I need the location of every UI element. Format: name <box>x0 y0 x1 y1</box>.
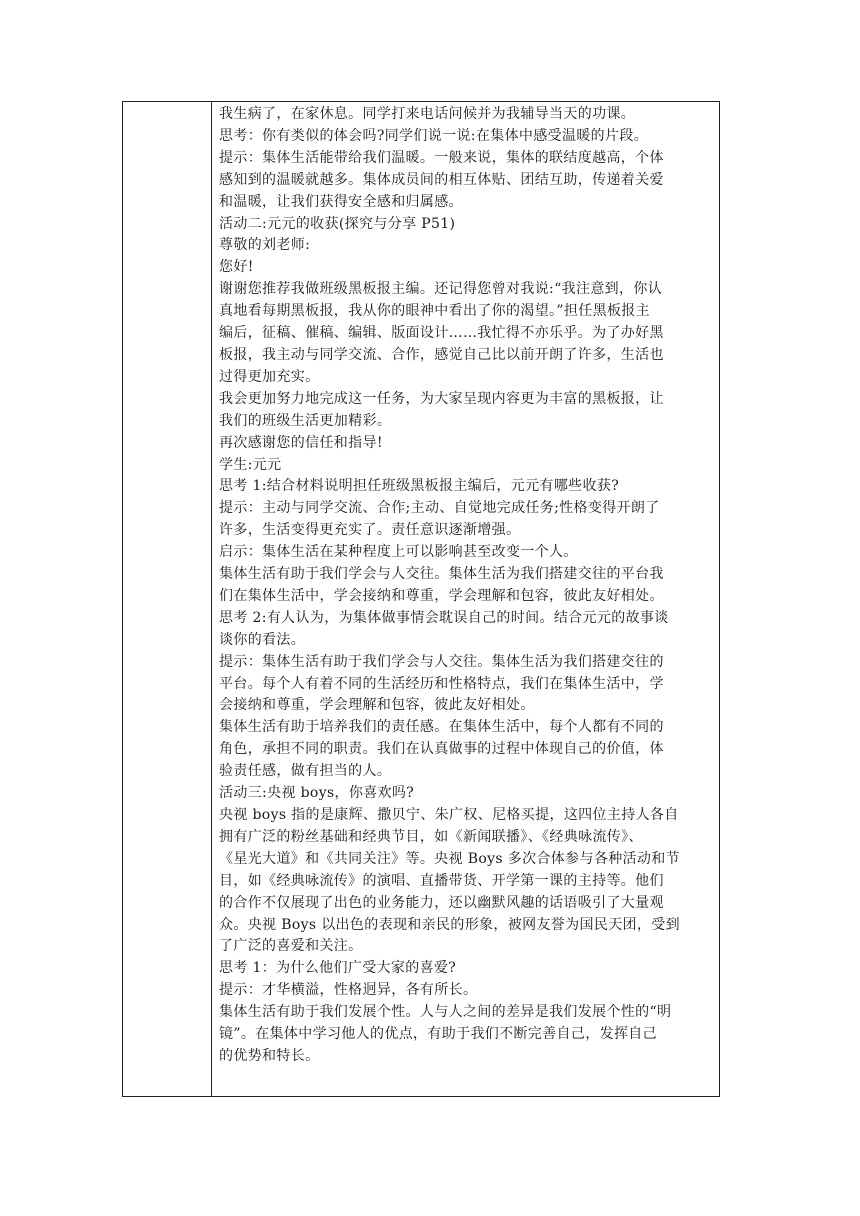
text-line: 我生病了，在家休息。同学打来电话问候并为我辅导当天的功课。 <box>219 106 636 122</box>
text-line: 众。央视 Boys 以出色的表现和亲民的形象，被网友誉为国民天团，受到 <box>219 916 680 933</box>
text-line: 思考 2:有人认为，为集体做事情会耽误自己的时间。结合元元的故事谈 <box>219 609 669 626</box>
text-line: 集体生活有助于我们发展个性。人与人之间的差异是我们发展个性的“明 <box>219 1004 672 1021</box>
text-line: 镜”。在集体中学习他人的优点，有助于我们不断完善自己，发挥自己 <box>219 1026 658 1043</box>
section-heading: 活动二:元元的收获(探究与分享 P51) <box>219 215 456 232</box>
text-line: 尊敬的刘老师: <box>219 237 311 254</box>
content-table <box>122 101 720 1097</box>
table-left-column <box>123 102 212 1096</box>
text-line: 启示：集体生活在某种程度上可以影响甚至改变一个人。 <box>219 544 578 561</box>
text-line: 验责任感，做有担当的人。 <box>219 763 392 780</box>
text-line: 集体生活有助于培养我们的责任感。在集体生活中，每个人都有不同的 <box>219 719 664 736</box>
text-line: 会接纳和尊重，学会理解和包容，彼此友好相处。 <box>219 697 535 714</box>
text-line: 角色，承担不同的职责。我们在认真做事的过程中体现自己的价值，体 <box>219 741 664 758</box>
text-line: 的合作不仅展现了出色的业务能力，还以幽默风趣的话语吸引了大量观 <box>219 894 664 911</box>
text-line: 提示：主动与同学交流、合作;主动、自觉地完成任务;性格变得开朗了 <box>219 500 660 517</box>
text-line: 们在集体生活中，学会接纳和尊重，学会理解和包容，彼此友好相处。 <box>219 587 664 604</box>
text-line: 思考：你有类似的体会吗?同学们说一说:在集体中感受温暖的片段。 <box>219 127 649 144</box>
text-line: 的优势和特长。 <box>219 1047 320 1064</box>
text-line: 和温暖，让我们获得安全感和归属感。 <box>219 193 463 210</box>
text-line: 真地看每期黑板报，我从你的眼神中看出了你的渴望。”担任黑板报主 <box>219 303 651 320</box>
text-line: 再次感谢您的信任和指导! <box>219 434 383 451</box>
text-line: 思考 1：为什么他们广受大家的喜爱? <box>219 960 457 977</box>
text-line: 《星光大道》和《共同关注》等。央视 Boys 多次合体参与各种活动和节 <box>219 850 680 867</box>
text-line: 我会更加努力地完成这一任务，为大家呈现内容更为丰富的黑板报，让 <box>219 390 664 407</box>
text-line: 思考 1:结合材料说明担任班级黑板报主编后，元元有哪些收获? <box>219 478 620 495</box>
text-line: 谢谢您推荐我做班级黑板报主编。还记得您曾对我说:“我注意到，你认 <box>219 281 663 298</box>
text-line: 拥有广泛的粉丝基础和经典节目，如《新闻联播》、《经典咏流传》、 <box>219 828 643 845</box>
text-line: 感知到的温暖就越多。集体成员间的相互体贴、团结互助，传递着关爱 <box>219 171 664 188</box>
text-line: 我们的班级生活更加精彩。 <box>219 412 392 429</box>
text-line: 提示：集体生活能带给我们温暖。一般来说，集体的联结度越高，个体 <box>219 149 664 166</box>
table-text-column <box>212 102 719 1096</box>
text-line: 央视 boys 指的是康辉、撒贝宁、朱广权、尼格买提，这四位主持人各自 <box>219 807 679 823</box>
text-line: 学生:元元 <box>219 456 282 473</box>
text-line: 许多，生活变得更充实了。责任意识逐渐增强。 <box>219 522 521 539</box>
text-line: 提示：才华横溢，性格迥异，各有所长。 <box>219 982 478 999</box>
text-line: 编后，征稿、催稿、编辑、版面设计……我忙得不亦乐乎。为了办好黑 <box>219 325 664 342</box>
text-line: 谈你的看法。 <box>219 631 306 648</box>
text-line: 目，如《经典咏流传》的演唱、直播带货、开学第一课的主持等。他们 <box>219 872 664 889</box>
section-heading: 活动三:央视 boys，你喜欢吗? <box>219 785 415 802</box>
text-line: 集体生活有助于我们学会与人交往。集体生活为我们搭建交往的平台我 <box>219 566 664 583</box>
text-line: 板报，我主动与同学交流、合作，感觉自己比以前开朗了许多，生活也 <box>219 346 664 363</box>
text-line: 了广泛的喜爱和关注。 <box>219 938 363 955</box>
text-line: 过得更加充实。 <box>219 368 320 385</box>
text-line: 提示：集体生活有助于我们学会与人交往。集体生活为我们搭建交往的 <box>219 653 664 670</box>
text-line: 您好! <box>219 259 254 276</box>
text-line: 平台。每个人有着不同的生活经历和性格特点，我们在集体生活中，学 <box>219 675 664 692</box>
